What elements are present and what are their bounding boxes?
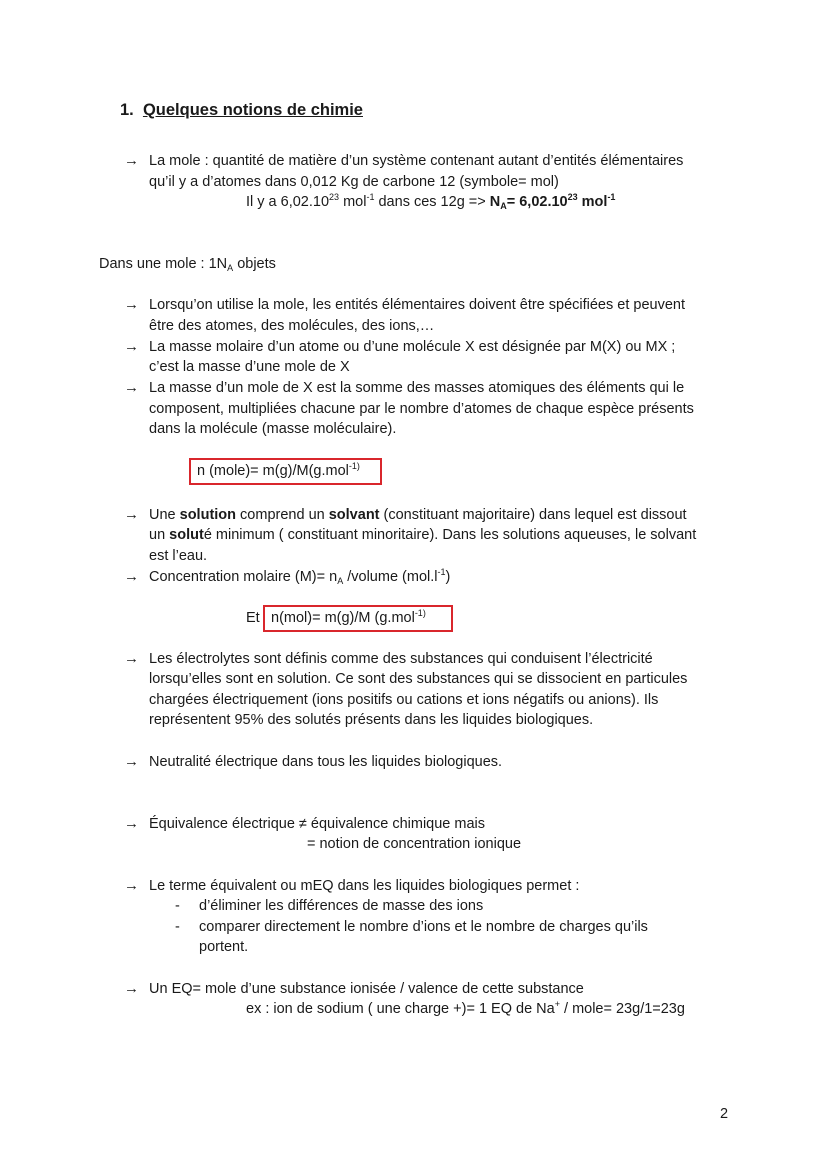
formula-mol: n(mol)= m(g)/M (g.mol$^{-1)}$ bbox=[271, 608, 426, 626]
electrolytes-l2: lorsqu’elles sont en solution. Ce sont des substances qui se dissocient en particules bbox=[149, 671, 688, 687]
bullet-masse-mole-l1: La masse d’un mole de X est la somme des masses atomiques des éléments qui le bbox=[149, 380, 685, 396]
dans-une-mole-line: Dans une mole : $1N_A$ objets bbox=[99, 256, 276, 273]
arrow-bullet-icon: → bbox=[124, 506, 139, 523]
page-number: 2 bbox=[720, 1106, 729, 1122]
solution-line1: Une solution comprend un solvant (constituant majoritaire) dans lequel est dissout bbox=[149, 507, 687, 523]
avogadro-line: Il y a 6,02.10$^{23}$ mol$^{-1}$ dans ces $12g => N_A= 6,02.10^{23}$ mol$^{-1}$ bbox=[246, 192, 616, 211]
electrolytes-l1: Les électrolytes sont définis comme des substances qui conduisent l’électricité bbox=[149, 651, 653, 667]
equivalence-l1: Équivalence électrique ≠ équivalence chimique mais bbox=[149, 816, 486, 832]
formula-mole: n (mole)= m(g)/M(g.mol$^{-1)}$ bbox=[197, 461, 360, 479]
formula2-prefix: Et bbox=[246, 610, 260, 626]
electrolytes-l4: représentent 95% des solutés présents dans les liquides biologiques. bbox=[149, 712, 594, 728]
terme-dash1: d’éliminer les différences de masse des ions bbox=[199, 898, 484, 914]
arrow-bullet-icon: → bbox=[124, 980, 139, 997]
bullet-masse-mole-l3: dans la molécule (masse moléculaire). bbox=[149, 421, 397, 437]
terme-line: Le terme équivalent ou mEQ dans les liquides biologiques permet : bbox=[149, 878, 580, 894]
dash-bullet: - bbox=[175, 898, 180, 914]
heading-title: Quelques notions de chimie bbox=[142, 101, 363, 119]
bullet-mole-usage-l2: être des atomes, des molécules, des ions,… bbox=[149, 318, 435, 334]
arrow-bullet-icon: → bbox=[124, 568, 139, 585]
neutralite-line: Neutralité électrique dans tous les liquides biologiques. bbox=[149, 754, 503, 770]
mole-definition-line2: qu’il y a d’atomes dans 0,012 Kg de carbone 12 (symbole= mol) bbox=[149, 174, 559, 190]
eq-line1: Un EQ= mole d’une substance ionisée / valence de cette substance bbox=[149, 981, 584, 997]
arrow-bullet-icon: → bbox=[124, 379, 139, 396]
arrow-bullet-icon: → bbox=[124, 152, 139, 169]
terme-dash2-l2: portent. bbox=[199, 939, 249, 955]
bullet-masse-molaire-l1: La masse molaire d’un atome ou d’une molécule X est désignée par M(X) ou MX ; bbox=[149, 339, 676, 355]
arrow-bullet-icon: → bbox=[124, 815, 139, 832]
electrolytes-l3: chargées électriquement (ions positifs ou cations et ions négatifs ou anions). Ils bbox=[149, 692, 659, 708]
equivalence-l2: = notion de concentration ionique bbox=[307, 836, 522, 852]
arrow-bullet-icon: → bbox=[124, 753, 139, 770]
section-heading bbox=[120, 100, 363, 120]
arrow-bullet-icon: → bbox=[124, 296, 139, 313]
bullet-masse-molaire-l2: c’est la masse d’une mole de X bbox=[149, 359, 350, 375]
mole-definition-line1: La mole : quantité de matière d’un système contenant autant d’entités élémentaires bbox=[149, 153, 684, 169]
solution-line3: est l’eau. bbox=[149, 548, 208, 564]
terme-dash2-l1: comparer directement le nombre d’ions et le nombre de charges qu’ils bbox=[199, 919, 648, 935]
bullet-mole-usage-l1: Lorsqu’on utilise la mole, les entités élémentaires doivent être spécifiées et peuvent bbox=[149, 297, 685, 313]
eq-line2: ex : ion de sodium ( une charge +)= 1 EQ de Na+ / mole= 23g/1=23g bbox=[246, 999, 685, 1017]
solution-line2: un soluté minimum ( constituant minoritaire). Dans les solutions aqueuses, le solvant bbox=[149, 527, 697, 543]
concentration-line: Concentration molaire $(M)= n_A$ /volume $(mol.l^{-1})$ bbox=[149, 567, 451, 586]
bullet-masse-mole-l2: composent, multipliées chacune par le nombre d’atomes de chaque espèce présents bbox=[149, 401, 694, 417]
heading-number: 1. bbox=[120, 101, 134, 119]
arrow-bullet-icon: → bbox=[124, 650, 139, 667]
dash-bullet: - bbox=[175, 919, 180, 935]
arrow-bullet-icon: → bbox=[124, 338, 139, 355]
arrow-bullet-icon: → bbox=[124, 877, 139, 894]
